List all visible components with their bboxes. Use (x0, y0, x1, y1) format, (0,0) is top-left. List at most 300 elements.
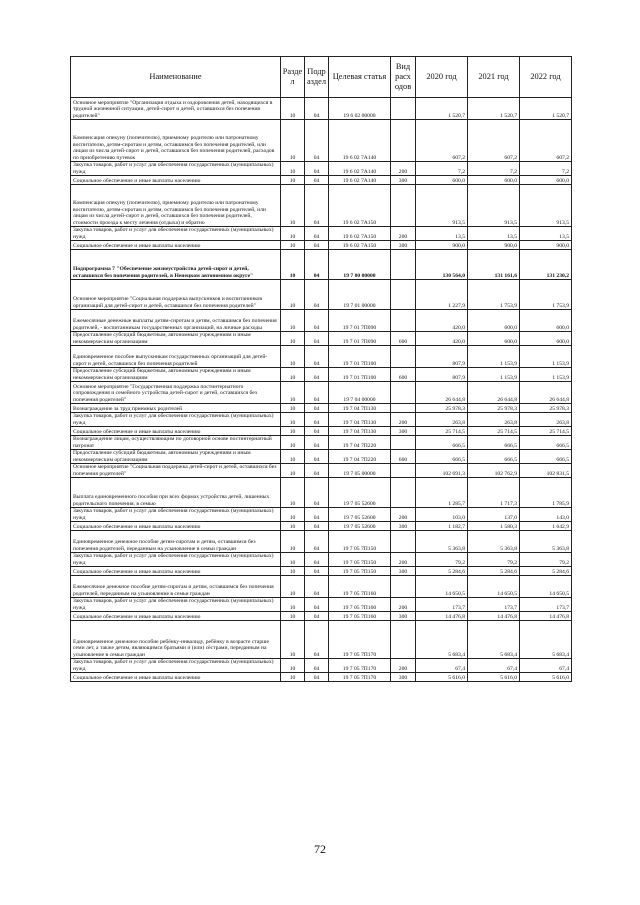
table-cell-2022: 600,0 (520, 176, 572, 185)
table-cell-name: Социальное обеспечение и иные выплаты населению (71, 427, 281, 436)
table-cell-razdel: 10 (281, 332, 305, 346)
table-row (71, 531, 572, 553)
table-cell-razdel: 10 (281, 478, 305, 508)
table-cell-podrazdel: 04 (305, 404, 329, 413)
table-row (71, 598, 572, 612)
table-cell-podrazdel: 04 (305, 227, 329, 241)
table-row (71, 621, 572, 659)
table-cell-2022: 79,2 (520, 553, 572, 567)
table-cell-name: Вознаграждение лицам, осуществляющим по договорной основе постинтернатный патронат (71, 436, 281, 450)
table-row (71, 522, 572, 531)
table-cell-target: 19 7 05 7П170 (329, 659, 391, 673)
table-cell-2021: 1 153,9 (468, 346, 520, 368)
table-cell-podrazdel: 04 (305, 531, 329, 553)
table-cell-2022: 143,0 (520, 508, 572, 522)
header-2020: 2020 год (416, 57, 468, 98)
table-row (71, 673, 572, 682)
table-cell-podrazdel: 04 (305, 185, 329, 227)
table-cell-podrazdel: 04 (305, 450, 329, 464)
table-cell-vid: 200 (391, 553, 416, 567)
table-cell-2020: 13,5 (416, 227, 468, 241)
table-cell-name: Единовременное денежное пособие детям-сиротам и детям, оставшимся без попечения родителей, переданным на усыновление в семьи граждан (71, 531, 281, 553)
table-cell-target: 19 6 02 7А140 (329, 176, 391, 185)
table-cell-name: Вознаграждение за труд приемных родителей (71, 404, 281, 413)
table-cell-2020: 25 714,5 (416, 427, 468, 436)
table-cell-2020: 5 683,4 (416, 621, 468, 659)
table-cell-2021: 13,5 (468, 227, 520, 241)
table-cell-target: 19 6 02 7А150 (329, 241, 391, 250)
table-cell-2021: 25 714,5 (468, 427, 520, 436)
table-cell-2020: 600,0 (416, 176, 468, 185)
table-cell-razdel: 10 (281, 120, 305, 162)
table-cell-2021: 14 650,5 (468, 576, 520, 598)
table-cell-2021: 5 616,0 (468, 673, 520, 682)
table-cell-name: Социальное обеспечение и иные выплаты населению (71, 522, 281, 531)
header-name: Наименование (71, 57, 281, 98)
table-cell-name: Подпрограмма 7 "Обеспечение жизнеустройства детей-сирот и детей, оставшихся без попечения родителей, в Ненецком автономном округе" (71, 250, 281, 280)
table-cell-2021: 5 683,4 (468, 621, 520, 659)
table-cell-2020: 1 285,7 (416, 478, 468, 508)
table-cell-2020: 5 284,6 (416, 567, 468, 576)
header-2022: 2022 год (520, 57, 572, 98)
table-cell-target: 19 7 01 7П090 (329, 310, 391, 332)
table-cell-2020: 263,8 (416, 413, 468, 427)
table-cell-podrazdel: 04 (305, 673, 329, 682)
table-cell-vid: 300 (391, 673, 416, 682)
table-cell-name: Закупка товаров, работ и услуг для обеспечения государственных (муниципальных) нужд (71, 162, 281, 176)
table-cell-2021: 173,7 (468, 598, 520, 612)
table-cell-razdel: 10 (281, 464, 305, 478)
table-cell-name: Социальное обеспечение и иные выплаты населению (71, 673, 281, 682)
table-row (71, 436, 572, 450)
header-target: Целевая статья (329, 57, 391, 98)
table-cell-2022: 7,2 (520, 162, 572, 176)
table-cell-2022: 13,5 (520, 227, 572, 241)
table-cell-target: 19 6 02 7А150 (329, 227, 391, 241)
header-podrazdel: Подр аздел (305, 57, 329, 98)
table-cell-podrazdel: 04 (305, 280, 329, 310)
table-cell-2022: 666,5 (520, 450, 572, 464)
table-row (71, 404, 572, 413)
table-cell-podrazdel: 04 (305, 346, 329, 368)
table-cell-2020: 607,2 (416, 120, 468, 162)
table-cell-2021: 5 284,6 (468, 567, 520, 576)
table-cell-2021: 666,5 (468, 436, 520, 450)
table-row (71, 382, 572, 404)
table-cell-target: 19 7 04 7П130 (329, 413, 391, 427)
table-row (71, 120, 572, 162)
table-cell-podrazdel: 04 (305, 427, 329, 436)
header-2021: 2021 год (468, 57, 520, 98)
table-cell-2020: 807,9 (416, 368, 468, 382)
table-cell-2022: 1 153,9 (520, 368, 572, 382)
table-cell-target: 19 7 05 7П160 (329, 598, 391, 612)
table-cell-podrazdel: 04 (305, 621, 329, 659)
table-cell-2022: 913,5 (520, 185, 572, 227)
table-cell-razdel: 10 (281, 621, 305, 659)
table-cell-target: 19 7 05 7П150 (329, 553, 391, 567)
table-cell-2022: 14 650,5 (520, 576, 572, 598)
table-cell-target: 19 7 04 7П130 (329, 404, 391, 413)
table-cell-2020: 1 520,7 (416, 98, 468, 120)
table-cell-podrazdel: 04 (305, 508, 329, 522)
table-cell-2021: 137,0 (468, 508, 520, 522)
table-cell-name: Закупка товаров, работ и услуг для обеспечения государственных (муниципальных) нужд (71, 508, 281, 522)
table-cell-name: Компенсация опекуну (попечителю), приемному родителю или патронатному воспитателю, детям-сиротам и детям, оставшимся без попечения родителей, или лицам из числа детей-сирот и детей, оставшихся без попечения родителей, расходов по приобретению путевок (71, 120, 281, 162)
table-cell-2022: 1 642,9 (520, 522, 572, 531)
table-cell-vid: 300 (391, 427, 416, 436)
table-row (71, 280, 572, 310)
table-cell-razdel: 10 (281, 368, 305, 382)
table-cell-2021: 600,0 (468, 332, 520, 346)
table-cell-target: 19 7 05 00000 (329, 464, 391, 478)
table-cell-name: Ежемесячные денежные выплаты детям-сиротам и детям, оставшимся без попечения родителей, - воспитанникам государственных организаций, на личные расходы (71, 310, 281, 332)
table-cell-2022: 26 644,8 (520, 382, 572, 404)
table-cell-razdel: 10 (281, 567, 305, 576)
table-body (71, 98, 572, 682)
table-cell-2022: 25 714,5 (520, 427, 572, 436)
table-cell-razdel: 10 (281, 553, 305, 567)
table-cell-2020: 26 644,8 (416, 382, 468, 404)
table-row (71, 368, 572, 382)
table-cell-razdel: 10 (281, 280, 305, 310)
table-cell-name: Компенсация опекуну (попечителю), приемному родителю или патронатному воспитателю, детям-сиротам и детям, оставшимся без попечения родителей, или лицам из числа детей-сирот и детей, оставшихся без попечения родителей, стоимости проезда к месту лечения (отдыха) и обратно (71, 185, 281, 227)
table-cell-vid (391, 621, 416, 659)
table-row (71, 332, 572, 346)
table-cell-vid (391, 346, 416, 368)
table-cell-target: 19 7 05 52600 (329, 522, 391, 531)
table-cell-podrazdel: 04 (305, 553, 329, 567)
table-cell-name: Закупка товаров, работ и услуг для обеспечения государственных (муниципальных) нужд (71, 598, 281, 612)
table-cell-name: Основное мероприятие "Социальная поддержка выпускников и воспитанников организаций для детей-сирот и детей, оставшихся без попечения родителей" (71, 280, 281, 310)
table-cell-2021: 1 580,3 (468, 522, 520, 531)
table-cell-2022: 1 753,9 (520, 280, 572, 310)
table-cell-vid (391, 404, 416, 413)
table-cell-target: 19 7 01 7П100 (329, 368, 391, 382)
table-cell-podrazdel: 04 (305, 576, 329, 598)
table-header-row (71, 57, 572, 98)
table-cell-target: 19 7 01 7П100 (329, 346, 391, 368)
table-cell-2020: 67,4 (416, 659, 468, 673)
table-cell-razdel: 10 (281, 576, 305, 598)
table-row (71, 185, 572, 227)
table-cell-vid (391, 280, 416, 310)
table-cell-podrazdel: 04 (305, 659, 329, 673)
table-cell-2022: 900,0 (520, 241, 572, 250)
table-cell-vid (391, 436, 416, 450)
table-cell-2021: 607,2 (468, 120, 520, 162)
table-row (71, 413, 572, 427)
table-cell-vid (391, 120, 416, 162)
table-cell-vid: 200 (391, 598, 416, 612)
table-cell-vid: 300 (391, 176, 416, 185)
table-cell-podrazdel: 04 (305, 176, 329, 185)
table-cell-razdel: 10 (281, 659, 305, 673)
table-cell-2022: 131 230,2 (520, 250, 572, 280)
table-cell-razdel: 10 (281, 176, 305, 185)
table-cell-podrazdel: 04 (305, 478, 329, 508)
table-row (71, 346, 572, 368)
table-cell-2022: 600,0 (520, 310, 572, 332)
table-cell-podrazdel: 04 (305, 98, 329, 120)
table-cell-vid (391, 576, 416, 598)
table-cell-vid: 200 (391, 659, 416, 673)
table-cell-target: 19 7 05 7П170 (329, 621, 391, 659)
table-cell-name: Предоставление субсидий бюджетным, автономным учреждениям и иным некоммерческим организациям (71, 368, 281, 382)
table-cell-target: 19 7 05 7П160 (329, 612, 391, 621)
table-cell-2022: 5 683,4 (520, 621, 572, 659)
table-row (71, 250, 572, 280)
table-cell-target: 19 6 02 7А150 (329, 185, 391, 227)
table-cell-2022: 1 785,9 (520, 478, 572, 508)
table-cell-2020: 1 182,7 (416, 522, 468, 531)
budget-table (70, 56, 572, 682)
table-cell-2022: 607,2 (520, 120, 572, 162)
table-cell-2022: 102 831,5 (520, 464, 572, 478)
table-cell-2022: 25 978,3 (520, 404, 572, 413)
table-cell-2021: 131 161,6 (468, 250, 520, 280)
table-cell-razdel: 10 (281, 508, 305, 522)
table-row (71, 162, 572, 176)
table-cell-vid: 600 (391, 368, 416, 382)
table-cell-2020: 913,5 (416, 185, 468, 227)
table-cell-vid: 300 (391, 522, 416, 531)
table-cell-2020: 5 363,8 (416, 531, 468, 553)
table-cell-2020: 130 564,0 (416, 250, 468, 280)
table-cell-2022: 5 284,6 (520, 567, 572, 576)
table-cell-target: 19 6 02 7А140 (329, 120, 391, 162)
table-cell-podrazdel: 04 (305, 464, 329, 478)
table-cell-2021: 600,0 (468, 310, 520, 332)
table-cell-name: Единовременное денежное пособие ребёнку-инвалиду, ребёнку в возрасте старше семи лет, а также детям, являющимся братьями и (или) сёстрами, переданным на усыновление в семьи граждан (71, 621, 281, 659)
table-cell-2020: 420,0 (416, 332, 468, 346)
table-cell-vid: 300 (391, 241, 416, 250)
table-cell-vid (391, 478, 416, 508)
table-row (71, 176, 572, 185)
table-cell-2021: 14 476,8 (468, 612, 520, 621)
table-cell-2021: 263,8 (468, 413, 520, 427)
table-cell-podrazdel: 04 (305, 250, 329, 280)
table-cell-target: 19 7 01 00000 (329, 280, 391, 310)
table-cell-podrazdel: 04 (305, 522, 329, 531)
table-cell-2021: 900,0 (468, 241, 520, 250)
table-row (71, 450, 572, 464)
table-row (71, 310, 572, 332)
table-cell-razdel: 10 (281, 404, 305, 413)
table-cell-name: Единовременное пособие выпускникам государственных организаций для детей-сирот и детей, оставшихся без попечения родителей (71, 346, 281, 368)
table-row (71, 553, 572, 567)
table-cell-2021: 600,0 (468, 176, 520, 185)
table-cell-name: Основное мероприятие "Организация отдыха и оздоровления детей, находящихся в трудной жизненной ситуации, детей-сирот и детей, оставшихся без попечения родителей" (71, 98, 281, 120)
table-cell-vid (391, 464, 416, 478)
table-cell-podrazdel: 04 (305, 598, 329, 612)
table-cell-razdel: 10 (281, 598, 305, 612)
table-cell-2020: 14 476,8 (416, 612, 468, 621)
table-cell-2020: 102 691,3 (416, 464, 468, 478)
table-cell-target: 19 6 02 00000 (329, 98, 391, 120)
table-cell-name: Предоставление субсидий бюджетным, автономным учреждениям и иным некоммерческим организациям (71, 332, 281, 346)
table-cell-razdel: 10 (281, 227, 305, 241)
table-cell-2021: 913,5 (468, 185, 520, 227)
table-cell-2022: 14 476,8 (520, 612, 572, 621)
table-cell-name: Закупка товаров, работ и услуг для обеспечения государственных (муниципальных) нужд (71, 659, 281, 673)
table-cell-2022: 666,5 (520, 436, 572, 450)
table-cell-target: 19 7 05 52600 (329, 508, 391, 522)
table-row (71, 241, 572, 250)
table-cell-name: Закупка товаров, работ и услуг для обеспечения государственных (муниципальных) нужд (71, 553, 281, 567)
table-cell-vid: 200 (391, 508, 416, 522)
table-cell-2022: 5 363,8 (520, 531, 572, 553)
table-cell-target: 19 7 05 7П150 (329, 567, 391, 576)
table-cell-name: Основное мероприятие "Социальная поддержка детей-сирот и детей, оставшихся без попечения родителей" (71, 464, 281, 478)
table-cell-2020: 79,2 (416, 553, 468, 567)
table-cell-target: 19 6 02 7А140 (329, 162, 391, 176)
table-cell-2021: 79,2 (468, 553, 520, 567)
table-cell-2020: 103,0 (416, 508, 468, 522)
table-cell-podrazdel: 04 (305, 612, 329, 621)
table-row (71, 612, 572, 621)
table-cell-razdel: 10 (281, 98, 305, 120)
table-cell-2021: 666,5 (468, 450, 520, 464)
table-cell-2021: 1 520,7 (468, 98, 520, 120)
table-cell-podrazdel: 04 (305, 368, 329, 382)
table-cell-2022: 263,8 (520, 413, 572, 427)
table-cell-name: Выплата единовременного пособия при всех формах устройства детей, лишенных родительского попечения, в семью (71, 478, 281, 508)
table-row (71, 464, 572, 478)
table-cell-razdel: 10 (281, 310, 305, 332)
table-cell-razdel: 10 (281, 427, 305, 436)
table-cell-2021: 7,2 (468, 162, 520, 176)
table-cell-vid: 300 (391, 612, 416, 621)
table-cell-name: Социальное обеспечение и иные выплаты населению (71, 241, 281, 250)
table-cell-target: 19 7 05 7П170 (329, 673, 391, 682)
table-cell-podrazdel: 04 (305, 382, 329, 404)
table-cell-2021: 67,4 (468, 659, 520, 673)
table-cell-target: 19 7 05 52600 (329, 478, 391, 508)
table-cell-vid (391, 250, 416, 280)
table-cell-vid: 600 (391, 450, 416, 464)
table-row (71, 478, 572, 508)
table-row (71, 576, 572, 598)
table-cell-razdel: 10 (281, 413, 305, 427)
table-cell-vid: 300 (391, 567, 416, 576)
table-row (71, 659, 572, 673)
table-cell-podrazdel: 04 (305, 332, 329, 346)
table-cell-razdel: 10 (281, 522, 305, 531)
table-row (71, 98, 572, 120)
table-cell-2020: 1 227,9 (416, 280, 468, 310)
header-razdel: Разде л (281, 57, 305, 98)
table-cell-vid: 200 (391, 413, 416, 427)
table-cell-name: Основное мероприятие "Государственная поддержка постинтернатного сопровождения и семейного устройства детей-сирот и детей, оставшихся без попечения родителей" (71, 382, 281, 404)
table-cell-vid (391, 310, 416, 332)
table-row (71, 427, 572, 436)
table-cell-podrazdel: 04 (305, 567, 329, 576)
table-cell-podrazdel: 04 (305, 310, 329, 332)
table-cell-2022: 600,0 (520, 332, 572, 346)
table-cell-2022: 67,4 (520, 659, 572, 673)
table-cell-2020: 666,5 (416, 436, 468, 450)
table-cell-2020: 5 616,0 (416, 673, 468, 682)
table-cell-podrazdel: 04 (305, 436, 329, 450)
table-cell-2021: 102 762,9 (468, 464, 520, 478)
table-cell-name: Социальное обеспечение и иные выплаты населению (71, 176, 281, 185)
table-cell-2022: 1 153,9 (520, 346, 572, 368)
table-cell-name: Социальное обеспечение и иные выплаты населению (71, 567, 281, 576)
table-cell-2020: 666,5 (416, 450, 468, 464)
table-cell-vid: 200 (391, 162, 416, 176)
table-cell-razdel: 10 (281, 162, 305, 176)
table-cell-razdel: 10 (281, 612, 305, 621)
table-cell-2020: 173,7 (416, 598, 468, 612)
table-cell-razdel: 10 (281, 346, 305, 368)
table-cell-2020: 900,0 (416, 241, 468, 250)
table-cell-target: 19 7 04 7П130 (329, 427, 391, 436)
table-cell-2021: 26 644,8 (468, 382, 520, 404)
table-cell-target: 19 7 01 7П090 (329, 332, 391, 346)
table-cell-name: Закупка товаров, работ и услуг для обеспечения государственных (муниципальных) нужд (71, 227, 281, 241)
table-cell-vid: 200 (391, 227, 416, 241)
table-cell-2021: 1 153,9 (468, 368, 520, 382)
table-cell-razdel: 10 (281, 673, 305, 682)
table-cell-2022: 1 520,7 (520, 98, 572, 120)
table-row (71, 567, 572, 576)
page-number: 72 (314, 842, 326, 856)
table-cell-target: 19 7 04 7П220 (329, 450, 391, 464)
table-cell-target: 19 7 04 7П220 (329, 436, 391, 450)
table-cell-2020: 14 650,5 (416, 576, 468, 598)
table-cell-2022: 173,7 (520, 598, 572, 612)
table-cell-2020: 420,0 (416, 310, 468, 332)
table-cell-target: 19 7 05 7П160 (329, 576, 391, 598)
table-cell-razdel: 10 (281, 185, 305, 227)
table-cell-2022: 5 616,0 (520, 673, 572, 682)
table-cell-2021: 1 717,3 (468, 478, 520, 508)
header-vid: Вид расх одов (391, 57, 416, 98)
table-cell-vid (391, 531, 416, 553)
table-cell-2020: 7,2 (416, 162, 468, 176)
table-cell-razdel: 10 (281, 382, 305, 404)
table-row (71, 227, 572, 241)
table-cell-2020: 25 978,3 (416, 404, 468, 413)
table-cell-target: 19 7 05 7П150 (329, 531, 391, 553)
table-cell-podrazdel: 04 (305, 162, 329, 176)
table-cell-name: Социальное обеспечение и иные выплаты населению (71, 612, 281, 621)
table-cell-2021: 25 978,3 (468, 404, 520, 413)
table-cell-vid: 600 (391, 332, 416, 346)
table-cell-2021: 1 753,9 (468, 280, 520, 310)
table-cell-2020: 807,9 (416, 346, 468, 368)
table-cell-name: Закупка товаров, работ и услуг для обеспечения государственных (муниципальных) нужд (71, 413, 281, 427)
table-cell-razdel: 10 (281, 531, 305, 553)
table-cell-vid (391, 98, 416, 120)
table-cell-razdel: 10 (281, 250, 305, 280)
table-cell-podrazdel: 04 (305, 413, 329, 427)
table-cell-2021: 5 363,8 (468, 531, 520, 553)
table-cell-razdel: 10 (281, 450, 305, 464)
table-cell-podrazdel: 04 (305, 241, 329, 250)
table-cell-name: Ежемесячное денежное пособие детям-сиротам и детям, оставшимся без попечения родителей, переданным на усыновление в семьи граждан (71, 576, 281, 598)
table-cell-vid (391, 185, 416, 227)
table-cell-target: 19 7 00 00000 (329, 250, 391, 280)
table-cell-vid (391, 382, 416, 404)
table-row (71, 508, 572, 522)
table-cell-razdel: 10 (281, 436, 305, 450)
table-cell-name: Предоставление субсидий бюджетным, автономным учреждениям и иным некоммерческим организациям (71, 450, 281, 464)
table-cell-razdel: 10 (281, 241, 305, 250)
table-cell-target: 19 7 04 00000 (329, 382, 391, 404)
table-cell-podrazdel: 04 (305, 120, 329, 162)
